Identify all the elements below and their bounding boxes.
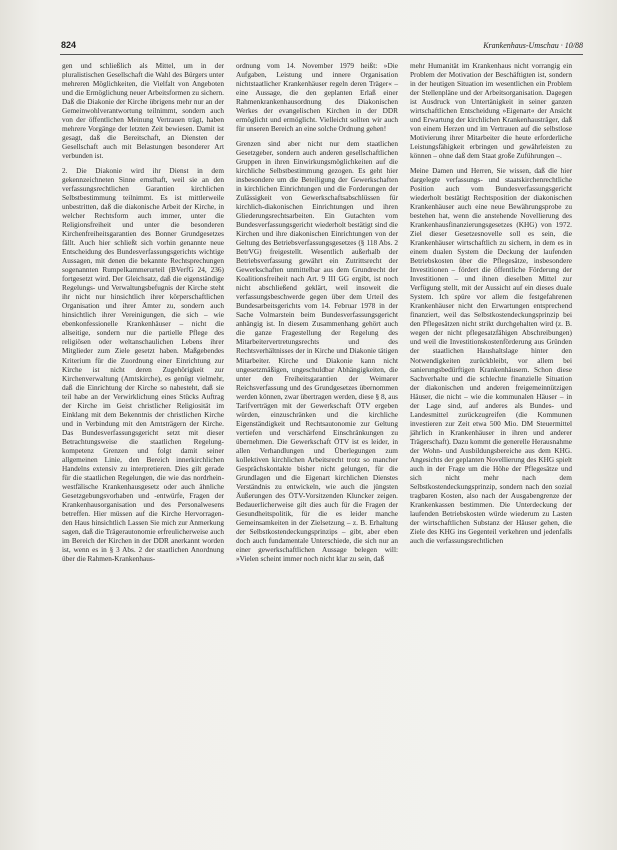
text-column-2 bbox=[236, 61, 398, 569]
paragraph: gen und schließlich als Mittel, um in der pluralistischen Gesellschaft die Wahl des Bürgers unter mehreren Möglichkeiten, die Vielfalt von Angeboten und die Ermöglichung neuer Arbeitsformen zu sichern. Daß die Diakonie der Kirche übrigens mehr nur an der Gemeinwohlverantwortung teilnimmt, sondern auch von der öffentlichen Meinung Vertrauen trägt, haben mehrere Vorgänge der letzten Zeit bewiesen. Damit ist gesagt, daß die Bereitschaft, an Diensten der Gesellschaft auch mit Belastungen besonderer Art verbunden ist. bbox=[62, 61, 224, 161]
page-number: 824 bbox=[61, 40, 77, 50]
paragraph: Meine Damen und Herren, Sie wissen, daß die hier dargelegte verfassungs- und staatskirchenrechtliche Position auch vom Bundesverfassungsgericht wiederholt bestätigt Rechtsposition der diakonischen Krankenhäuser auch eine neue Bewährungsprobe zu bestehen hat, wenn die anstehende Novellierung des Krankenhausfinanzierungsgesetzes (KHG) von 1972. Ziel dieser Gesetzesnovelle soll es sein, die Krankenhäuser wirtschaftlich zu sichern, in dem es in einem dualen System die Deckung der laufenden Betriebskosten über die Pflegesätze, insbesondere Investitionen – fördert die öffentliche Förderung der Investitionen – und ihnen dieselben Mittel zur Verfügung stellt, mit der Aussicht auf ein dieses duale System. Ich spüre vor allem die festgefahrenen Krankenhäuser nicht den Erwartungen entsprechend finanziert, weil das Selbstkostendeckungsprinzip bei den Pflegesätzen nicht strikt durchgehalten wird (z. B. wegen der nicht pflegesatzfähigen Abschreibungen) und weil die Investitionskostenförderung aus Gründen der staatlichen Haushaltslage hinter den Notwendigkeiten zurückbleibt, vor allem bei sanierungsbedürftigen Krankenhäusern. Schon diese Sachverhalte und die schlechte finanzielle Situation der diakonischen und anderen freigemeinnützigen Häuser, die nicht – wie die kommunalen Häuser – in der Lage sind, auf anderes als Bundes- und Landesmittel zurückzugreifen (die Kommunen investieren zur Zeit etwa 500 Mio. DM Steuermittel jährlich in Krankenhäuser in ihren und anderer Trägerschaft). Dazu kommt die generelle Herausnahme der Wohn- und Ausbildungsbereiche aus dem KHG. Angesichts der geplanten Novellierung des KHG spielt auch in der Frage um die Höhe der Pflegesätze und sich nicht mehr nach dem Selbstkostendeckungsprinzip, sondern nach den sozial tragbaren Kosten, also nach der Ausgabengrenze der Krankenkassen bestimmen. Die Unterdeckung der laufenden Betriebskosten würde wiederum zu Lasten der wirtschaftlichen Substanz der Häuser gehen, die Ziele des KHG ins Gegenteil verkehren und jedenfalls auch die verfassungsrechtlichen bbox=[410, 166, 572, 545]
paragraph: mehr Humanität im Krankenhaus nicht vorrangig ein Problem der Motivation der Beschäftigten ist, sondern in der heutigen Situation im wesentlichen ein Problem der Stellenpläne und der Arbeitsorganisation. Dagegen ist Ausdruck von Untertänigkeit in seiner ganzen wirtschaftlichen Entscheidung »Eigenart« der Ansicht und Erwartung der kirchlichen Krankenhausträger, daß von einem Herzen und im Vertrauen auf die selbstlose Motivierung ihrer Mitarbeiter die heute erforderliche Leistungsfähigkeit erbringen und gewährleisten zu können – ohne daß dem Staat große Zuführungen –. bbox=[410, 61, 572, 161]
text-column-3 bbox=[410, 61, 572, 551]
paragraph: ordnung vom 14. November 1979 heißt: »Die Aufgaben, Leistung und innere Organisation nichtstaatlicher Krankenhäuser regeln deren Träger« – eine Aussage, die den geplanten Erlaß einer Rahmenkrankenhausordnung des Diakonischen Werkes der evangelischen Kirchen in der DDR ermöglicht und ermöglicht. Vielleicht sollten wir auch für unseren Bereich an eine solche Ordnung gehen! bbox=[236, 61, 398, 134]
running-header bbox=[60, 40, 583, 55]
paragraph: Grenzen sind aber nicht nur dem staatlichen Gesetzgeber, sondern auch anderen gesellschaftlichen Gruppen in ihren Einwirkungsmöglichkeiten auf die kirchliche Selbstbestimmung gezogen. Es geht hier insbesondere um die Beteiligung der Gewerkschaften in kirchlichen Einrichtungen und die Forderungen der Zulässigkeit von Gewerkschaftsabschlüssen für kirchlich-diakonischen Einrichtungen und ihren Gliederungsrechtsarbeiten. Ein Gutachten vom Bundesverfassungsgericht wiederholt bestätigt sind die Kirchen und ihre diakonischen Einrichtungen von der Geltung des Betriebsverfassungsgesetzes (§ 118 Abs. 2 BetrVG) freigestellt. Wesentlich außerhalb der Betriebsverfassung gewährt ein Zutrittsrecht der Gewerkschaften unmittelbar aus dem Grundrecht der Koalitionsfreiheit nach Art. 9 III GG ergibt, ist noch nicht abschließend geklärt, weil insoweit die verfassungsbeschwerde gegen über dem Urteil des Bundesarbeitsgerichts vom 14. Februar 1978 in der Sache Volmarstein beim Bundesverfassungsgericht anhängig ist. In diesem Zusammenhang gehört auch die ganze Fragestellung der Regelung des Mitarbeitervertretungsrechts und des Rechtsverhältnisses der in Kirche und Diakonie tätigen Mitarbeiter. Kirche und Diakonie kann nicht ungesetzmäßigen, ungeschuldbar Abhängigkeiten, die unter den Freiheitsgarantien der Weimarer Reichsverfassung und des Grundgesetzes übernommen werden können, zwar übertragen werden, diese § 8, aus Tarifverträgen mit der Gewerkschaft ÖTV ergeben würden, einzuschränken und die kirchliche Eigenständigkeit und Rechtsautonomie zur Geltung vertiefen und verschärfend Einschränkungen zu übernehmen. Die Gewerkschaft ÖTV ist es leider, in allen Verhandlungen und Überlegungen zum kollektiven kirchlichen Arbeitsrecht trotz so mancher Gesprächskontakte bisher nicht gelungen, für die Grundlagen und die Eigenart kirchlichen Dienstes Verständnis zu entwickeln, wie auch die jüngsten Äußerungen des ÖTV-Vorsitzenden Kluncker zeigen. Bedauerlicherweise gilt dies auch für die Fragen der Gesundheitspolitik, für die es leider manche Gemeinsamkeiten in der Zielsetzung – z. B. Erhaltung der Selbstkostendeckungsprinzips – gibt, aber eben doch auch fundamentale Unterschiede, die sich nur an einer gewerkschaftlichen Aussage belegen will: »Vielen scheint immer noch nicht klar zu sein, daß bbox=[236, 139, 398, 563]
text-column-1 bbox=[62, 61, 224, 569]
journal-title: Krankenhaus-Umschau · 10/88 bbox=[483, 41, 583, 50]
paragraph: 2. Die Diakonie wird ihr Dienst in dem gekennzeichneten Sinne ernsthaft, weil sie an den verfassungsrechtlichen Garantien kirchlichen Selbstbestimmung teilnimmt. Es ist mittlerweile unbestritten, daß die diakonische Arbeit der Kirche, in welcher Rechtsform auch immer, unter die Religionsfreiheit und unter die besonderen Kirchenfreiheitsgarantien des Bonner Grundgesetzes fällt. Auch hier schließt sich vorhin genannte neue Entscheidung des Bundesverfassungsgerichts wichtige Aussagen, mit denen die bekannte Rechtsprechungen sogenannten Rumpelkammerurteil (BVerfG 24, 236) fortgesetzt wird. Der Gleichsatz, daß die eigenständige Regelungs- und Verwaltungsbefugnis der Kirche steht ihr nicht nur hinsichtlich ihrer körperschaftlichen Organisation und ihrer Ämter zu, sondern auch hinsichtlich ihrer Vereinigungen, die sich – wie ebenkonfessionelle Krankenhäuser – nicht die allseitige, sondern nur die partielle Pflege des religiösen oder weltanschaulichen Lebens ihrer Mitglieder zum Ziele gesetzt haben. Maßgebendes Kriterium für die Zuordnung einer Einrichtung zur Kirche ist nicht deren Zugehörigkeit zur Kirchenverwaltung (Amtskirche), es genügt vielmehr, daß die Einrichtung der Kirche so nahesteht, daß sie teil habe an der Verwirklichung eines Stücks Auftrag der Kirche im Geist christlicher Religiosität im Einklang mit dem Bekenntnis der christlichen Kirche und in Verbindung mit den Amtsträgern der Kirche. Das Bundesverfassungsgericht setzt mit dieser Betrachtungsweise die staatlichen Regelung-kompetenz Grenzen und folgt damit seiner allgemeinen Linie, den Bereich innerkirchlichen Handelns extensiv zu interpretieren. Dies gilt gerade für die staatlichen Regelungen, die wie das nordrhein-westfälische Krankenhausgesetz oder auch ähnliche Gesetzgebungsvorhaben und -entwürfe, Fragen der Krankenhausorganisation und des Personalwesens betreffen. Hier müssen auf die Kirche Hervorragen- den Haus hinsichtlich Lassen Sie mich zur Anmerkung sagen, daß die Trägerautonomie erfreulicherweise auch im Bereich der Kirchen in der DDR anerkannt worden ist, wenn es in § 3 Abs. 2 der staatlichen Anordnung über die Rahmen-Krankenhaus- bbox=[62, 166, 224, 563]
